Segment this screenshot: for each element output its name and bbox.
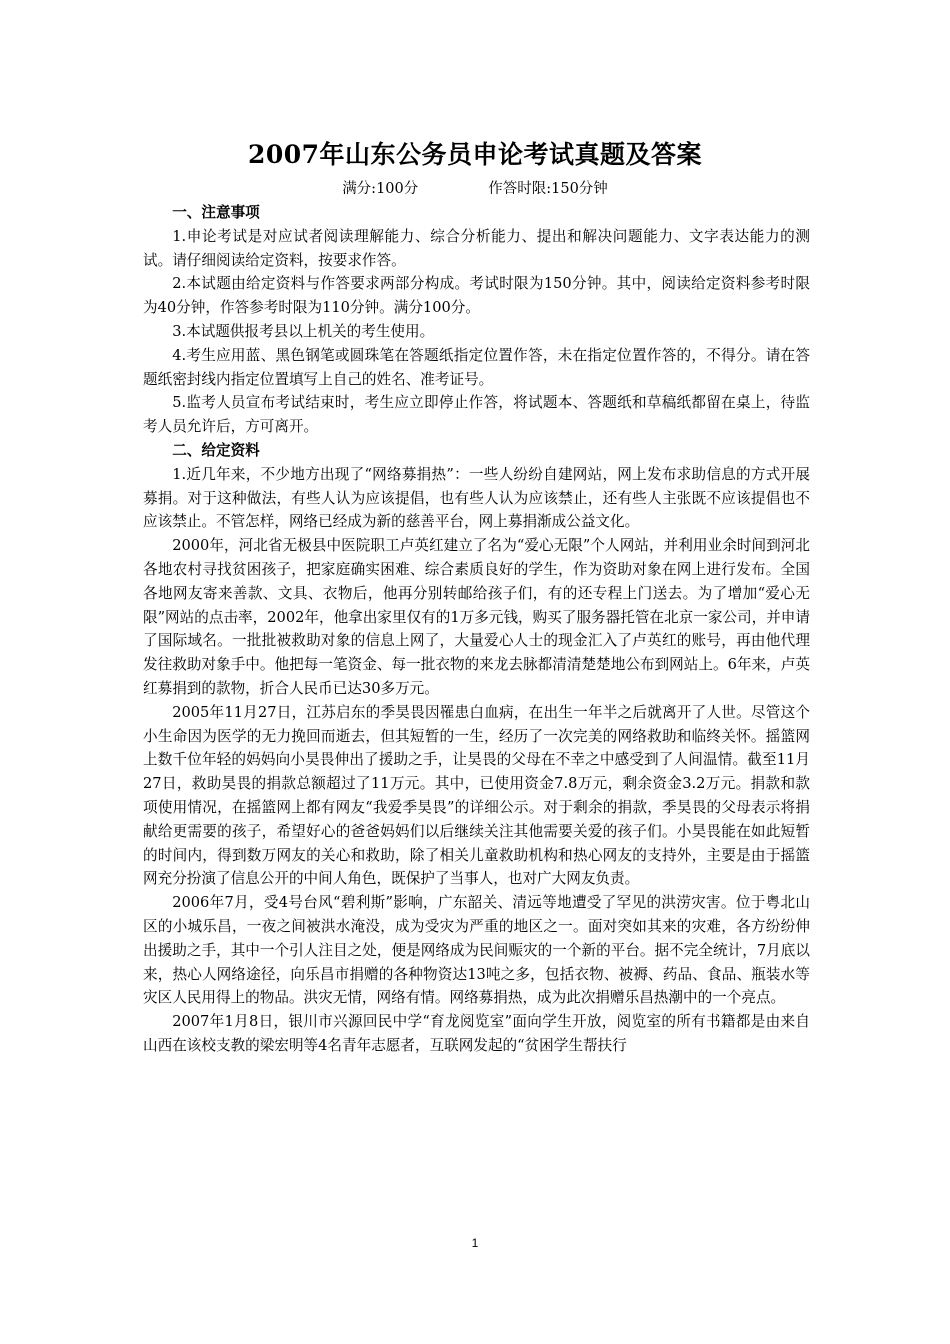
material-paragraph: 2006年7月，受4号台风“碧利斯”影响，广东韶关、清远等地遭受了罕见的洪涝灾害。位于粤北山区的小城乐昌，一夜之间被洪水淹没，成为受灾为严重的地区之一。面对突如其来的灾难，各方纷纷伸出援助之手，其中一个引人注目之处，便是网络成为民间赈灾的一个新的平台。据不完全统计，7月底以来，热心人网络途径，向乐昌市捐赠的各种物资达13吨之多，包括衣物、被褥、药品、食品、瓶装水等灾区人民用得上的物品。洪灾无情，网络有情。网络募捐热，成为此次捐赠乐昌热潮中的一个亮点。 [143, 894, 810, 1007]
section-heading-notes: 一、注意事项 [172, 204, 260, 221]
material-paragraph: 2005年11月27日，江苏启东的季昊畏因罹患白血病，在出生一年半之后就离开了人世。尽管这个小生命因为医学的无力挽回而逝去，但其短暂的一生，经历了一次完美的网络救助和临终关怀。摇篮网上数千位年轻的妈妈向小昊畏伸出了援助之手，让昊畏的父母在不幸之中感受到了人间温情。截至11月27日，救助昊畏的捐款总额超过了11万元。其中，已使用资金7.8万元，剩余资金3.2万元。捐款和款项使用情况，在摇篮网上都有网友“我爱季昊畏”的详细公示。对于剩余的捐款，季昊畏的父母表示将捐献给更需要的孩子，希望好心的爸爸妈妈们以后继续关注其他需要关爱的孩子们。小昊畏能在如此短暂的时间内，得到数万网友的关心和救助，除了相关儿童救助机构和热心网友的支持外，主要是由于摇篮网充分扮演了信息公开的中间人角色，既保护了当事人，也对广大网友负责。 [143, 703, 810, 888]
document-title: 2007年山东公务员申论考试真题及答案 [247, 140, 703, 169]
section-heading-materials: 二、给定资料 [172, 441, 260, 459]
page-number: 1 [471, 1236, 479, 1250]
score-label: 满分:100分 [342, 181, 419, 197]
note-paragraph: 1.申论考试是对应试者阅读理解能力、综合分析能力、提出和解决问题能力、文字表达能力的测试。请仔细阅读给定资料，按要求作答。 [143, 227, 810, 269]
material-paragraph: 2000年，河北省无极县中医院职工卢英红建立了名为“爱心无限”个人网站，并利用业余时间到河北各地农村寻找贫困孩子，把家庭确实困难、综合素质良好的学生，作为资助对象在网上进行发布。全国各地网友寄来善款、文具、衣物后，他再分别转邮给孩子们，有的还专程上门送去。为了增加“爱心无限”网站的点击率，2002年，他拿出家里仅有的1万多元钱，购买了服务器托管在北京一家公司，并申请了国际域名。一批批被救助对象的信息上网了，大量爱心人士的现金汇入了卢英红的账号，再由他代理发往救助对象手中。他把每一笔资金、每一批衣物的来龙去脉都清清楚楚地公布到网站上。6年来，卢英红募捐到的款物，折合人民币已达30多万元。 [143, 537, 810, 697]
note-paragraph: 4.考生应用蓝、黑色钢笔或圆珠笔在答题纸指定位置作答，未在指定位置作答的，不得分。请在答题纸密封线内指定位置填写上自己的姓名、准考证号。 [143, 346, 810, 388]
time-limit-label: 作答时限:150分钟 [488, 181, 608, 197]
note-paragraph: 5.监考人员宣布考试结束时，考生应立即停止作答，将试题本、答题纸和草稿纸都留在桌上，待监考人员允许后，方可离开。 [143, 394, 810, 436]
material-paragraph: 2007年1月8日，银川市兴源回民中学“育龙阅览室”面向学生开放，阅览室的所有书籍都是由来自山西在该校支教的梁宏明等4名青年志愿者，互联网发起的“贫困学生帮扶行 [143, 1013, 810, 1054]
exam-meta [0, 177, 950, 198]
note-paragraph: 3.本试题供报考县以上机关的考生使用。 [172, 322, 435, 340]
material-paragraph: 1.近几年来，不少地方出现了“网络募捐热”：一些人纷纷自建网站，网上发布求助信息的方式开展募捐。对于这种做法，有些人认为应该提倡，也有些人认为应该禁止，还有些人主张既不应该提倡也不应该禁止。不管怎样，网络已经成为新的慈善平台，网上募捐渐成公益文化。 [143, 465, 810, 531]
document-body [143, 201, 810, 1058]
note-paragraph: 2.本试题由给定资料与作答要求两部分构成。考试时限为150分钟。其中，阅读给定资料参考时限为40分钟，作答参考时限为110分钟。满分100分。 [143, 275, 810, 317]
